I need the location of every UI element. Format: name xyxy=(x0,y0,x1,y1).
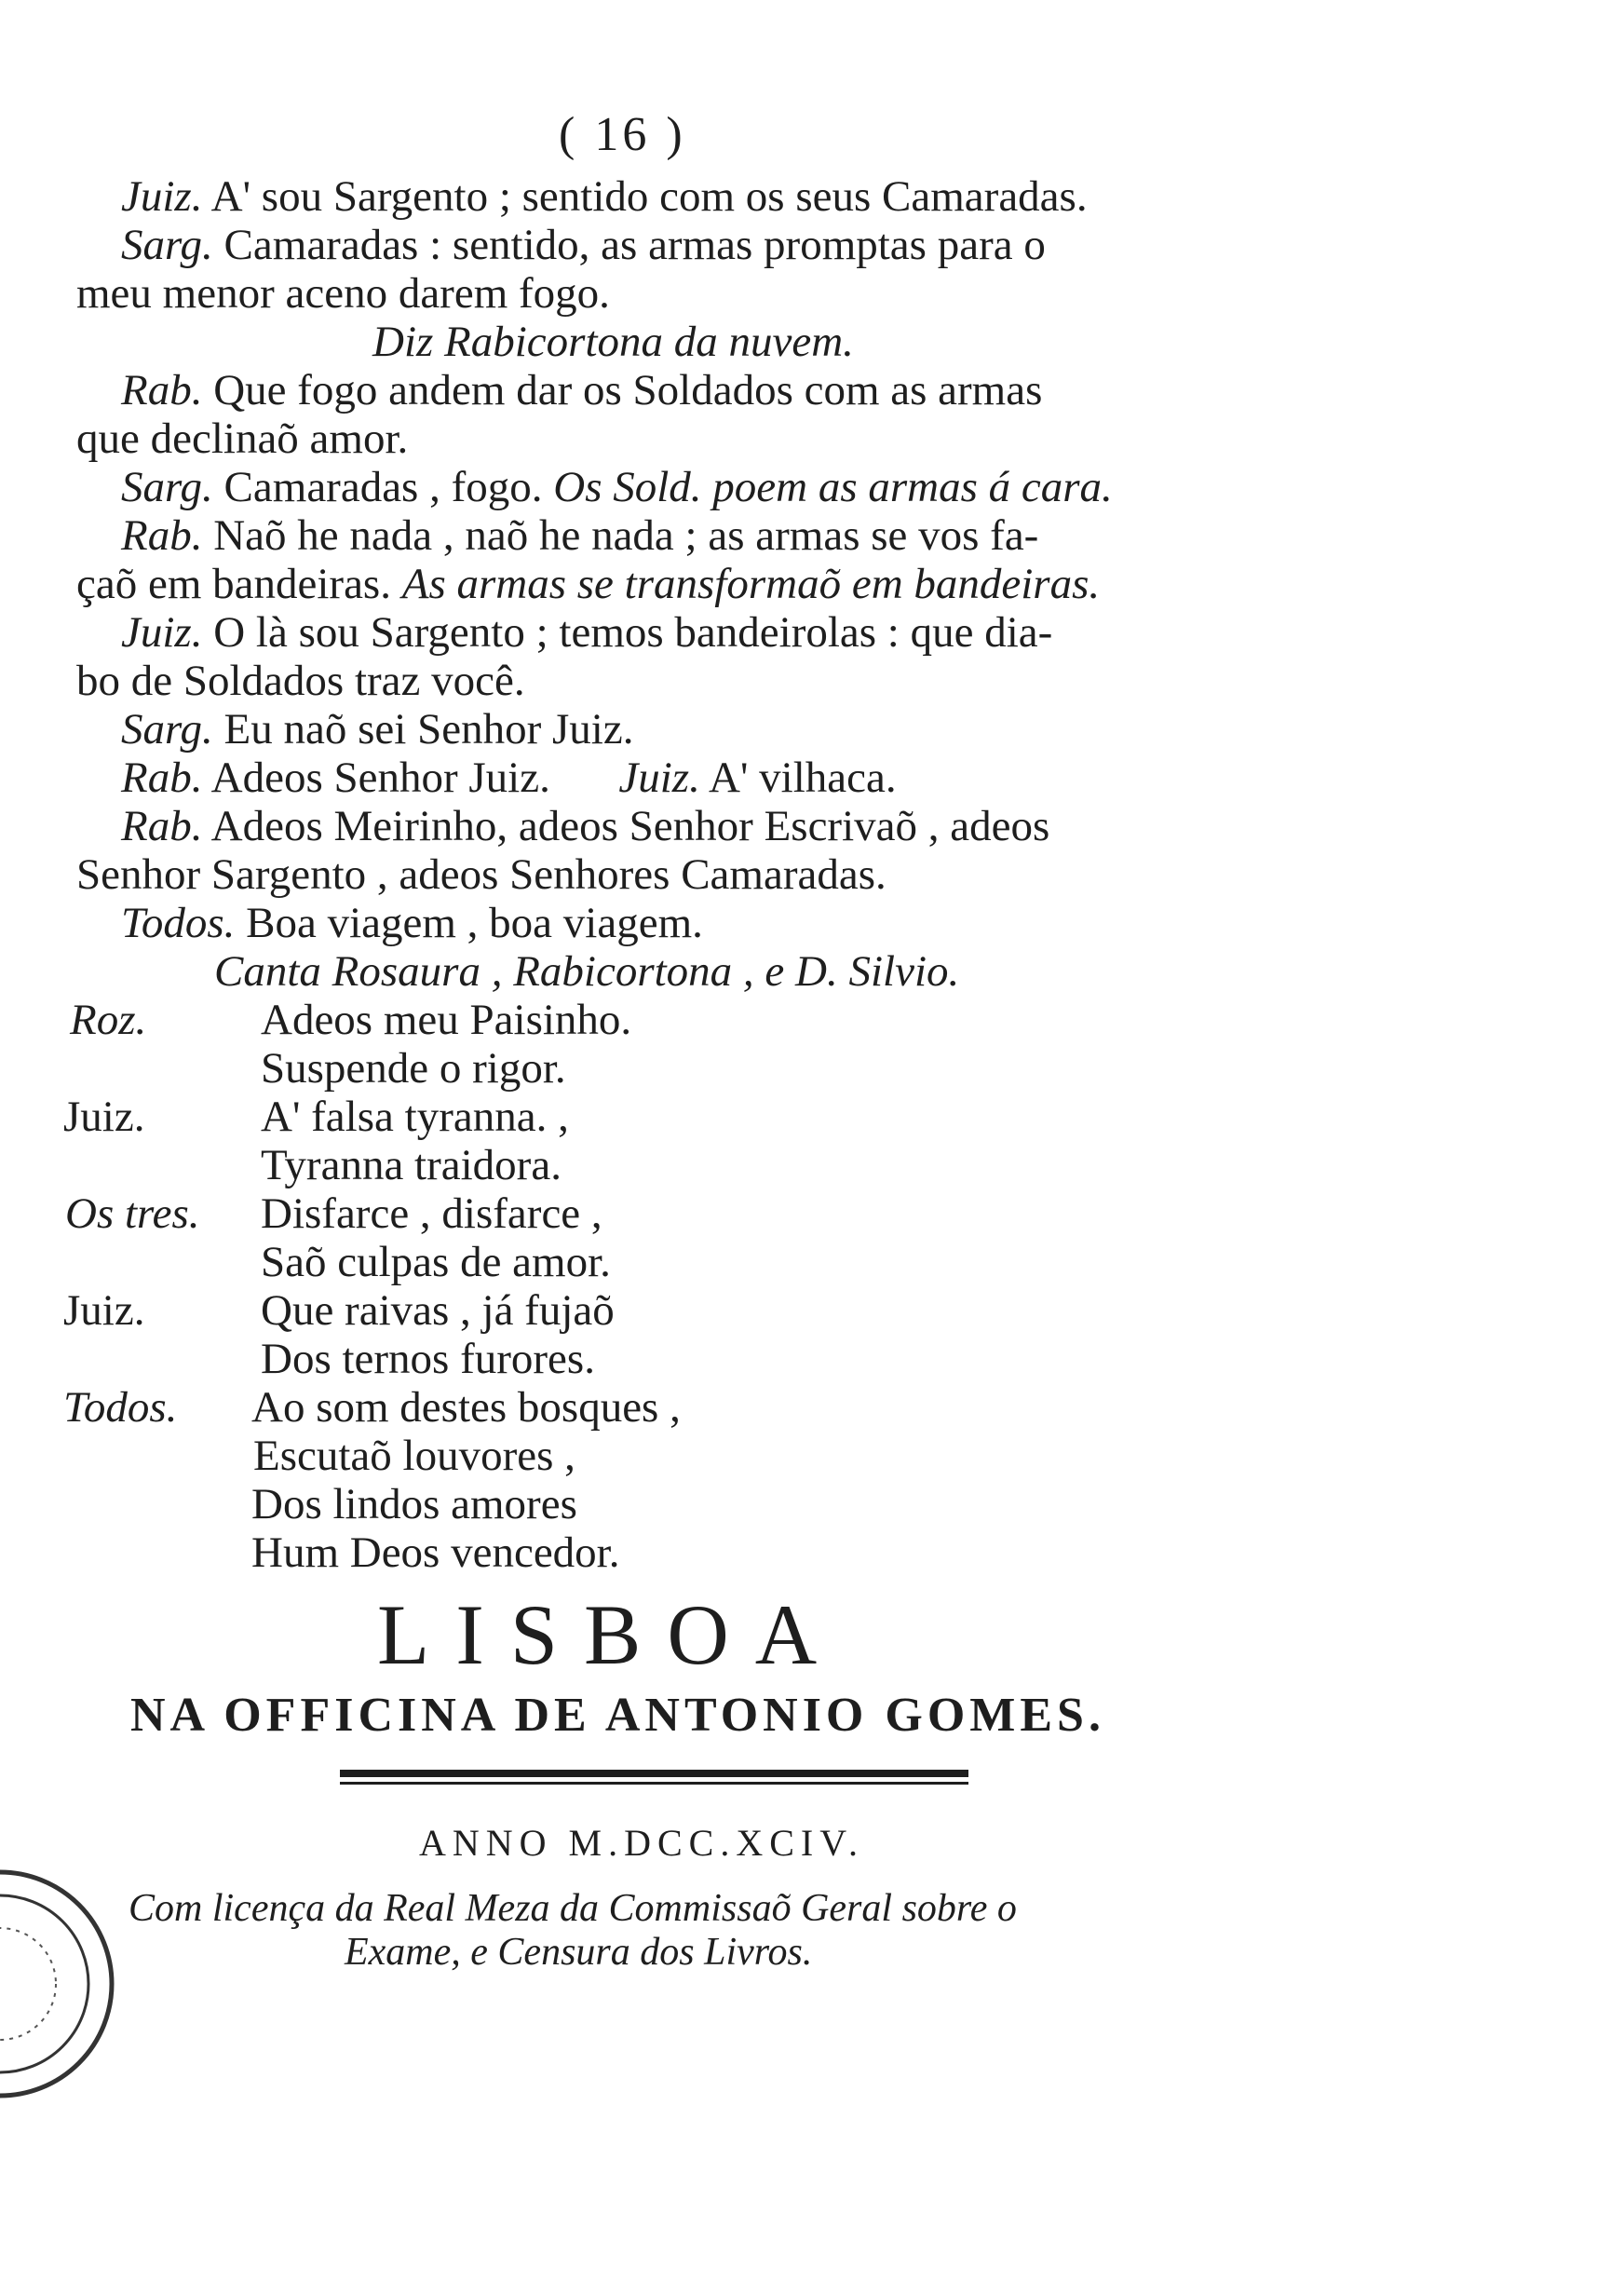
stage-direction: As armas se transformaõ em bandeiras. xyxy=(401,560,1101,608)
line-text: O là sou Sargento ; temos bandeirolas : que dia- xyxy=(213,608,1053,657)
line-text: A' sou Sargento ; sentido com os seus Camaradas. xyxy=(210,172,1088,221)
speaker: Sarg. xyxy=(121,463,213,511)
dialogue-line-14 xyxy=(121,802,1049,850)
song-speaker: Todos. xyxy=(63,1383,178,1432)
song-speaker: Os tres. xyxy=(65,1189,200,1238)
song-line: Suspende o rigor. xyxy=(261,1044,566,1093)
dialogue-line-6 xyxy=(76,414,408,463)
line-text: Canta Rosaura , Rabicortona , e D. Silvio. xyxy=(214,947,960,996)
dialogue-line-12 xyxy=(121,705,633,754)
dialogue-line-2 xyxy=(121,221,1046,269)
song-line: Hum Deos vencedor. xyxy=(251,1528,620,1577)
dialogue-line-15 xyxy=(76,850,886,899)
dialogue-line-1 xyxy=(121,172,1088,221)
speaker: Rab. xyxy=(121,366,203,414)
dialogue-line-11 xyxy=(76,657,525,705)
stage-direction: Os Sold. poem as armas á cara. xyxy=(553,463,1113,511)
dialogue-line-16 xyxy=(121,899,703,947)
song-line: Escutaõ louvores , xyxy=(253,1432,575,1480)
speaker: Juiz. xyxy=(121,608,203,657)
song-line: Dos ternos furores. xyxy=(261,1335,595,1383)
song-line: Adeos meu Paisinho. xyxy=(261,996,632,1044)
dialogue-line-5 xyxy=(121,366,1042,414)
line-text: Senhor Sargento , adeos Senhores Camaradas. xyxy=(76,850,886,899)
double-rule-top xyxy=(340,1770,968,1777)
imprint-printer: NA OFFICINA DE ANTONIO GOMES. xyxy=(130,1689,1105,1742)
stage-direction xyxy=(372,318,854,366)
song-line: A' falsa tyranna. , xyxy=(261,1093,569,1141)
song-speaker: Roz. xyxy=(70,996,147,1044)
song-line: Saõ culpas de amor. xyxy=(261,1238,611,1286)
speaker: Juiz. xyxy=(121,172,203,221)
speaker: Rab. xyxy=(121,511,203,560)
song-line: Que raivas , já fujaõ xyxy=(261,1286,615,1335)
line-text: Adeos Meirinho, adeos Senhor Escrivaõ , adeos xyxy=(210,802,1050,850)
double-rule-bottom xyxy=(340,1782,968,1785)
speaker: Sarg. xyxy=(121,221,213,269)
song-line: Disfarce , disfarce , xyxy=(261,1189,602,1238)
line-text: Eu naõ sei Senhor Juiz. xyxy=(223,705,634,754)
dialogue-line-13 xyxy=(121,754,897,802)
line-text: A' vilhaca. xyxy=(709,754,897,802)
song-line: Dos lindos amores xyxy=(251,1480,577,1528)
line-text: meu menor aceno darem fogo. xyxy=(76,269,610,318)
line-text: çaõ em bandeiras. xyxy=(76,560,391,608)
stage-direction xyxy=(214,947,959,996)
dialogue-line-3 xyxy=(76,269,610,318)
dialogue-line-7 xyxy=(121,463,1113,511)
line-text: Boa viagem , boa viagem. xyxy=(246,899,703,947)
line-text: Adeos Senhor Juiz. xyxy=(210,754,550,802)
line-text: Que fogo andem dar os Soldados com as armas xyxy=(213,366,1043,414)
speaker: Sarg. xyxy=(121,705,213,754)
dialogue-line-8 xyxy=(121,511,1038,560)
song-line: Tyranna traidora. xyxy=(261,1141,562,1189)
page-number: ( 16 ) xyxy=(559,108,686,161)
line-text: Naõ he nada , naõ he nada ; as armas se vos fa- xyxy=(213,511,1039,560)
dialogue-line-9 xyxy=(76,560,1100,608)
license-line-1: Com licença da Real Meza da Commissaõ Geral sobre o xyxy=(129,1887,1017,1930)
imprint-city: LISBOA xyxy=(377,1587,844,1682)
dialogue-line-10 xyxy=(121,608,1052,657)
imprint-year: ANNO M.DCC.XCIV. xyxy=(419,1822,864,1864)
license-line-2: Exame, e Censura dos Livros. xyxy=(345,1931,813,1974)
speaker: Rab. xyxy=(121,802,203,850)
line-text: que declinaõ amor. xyxy=(76,414,409,463)
song-speaker: Juiz. xyxy=(63,1093,145,1141)
speaker: Todos. xyxy=(121,899,236,947)
line-text: Diz Rabicortona da nuvem. xyxy=(372,318,854,366)
line-text: Camaradas , fogo. xyxy=(223,463,543,511)
library-stamp-icon xyxy=(0,1863,121,2105)
line-text: bo de Soldados traz você. xyxy=(76,657,525,705)
speaker: Rab. xyxy=(121,754,203,802)
line-text: Camaradas : sentido, as armas promptas para o xyxy=(223,221,1046,269)
song-speaker: Juiz. xyxy=(63,1286,145,1335)
song-line: Ao som destes bosques , xyxy=(251,1383,681,1432)
speaker: Juiz. xyxy=(618,754,700,802)
